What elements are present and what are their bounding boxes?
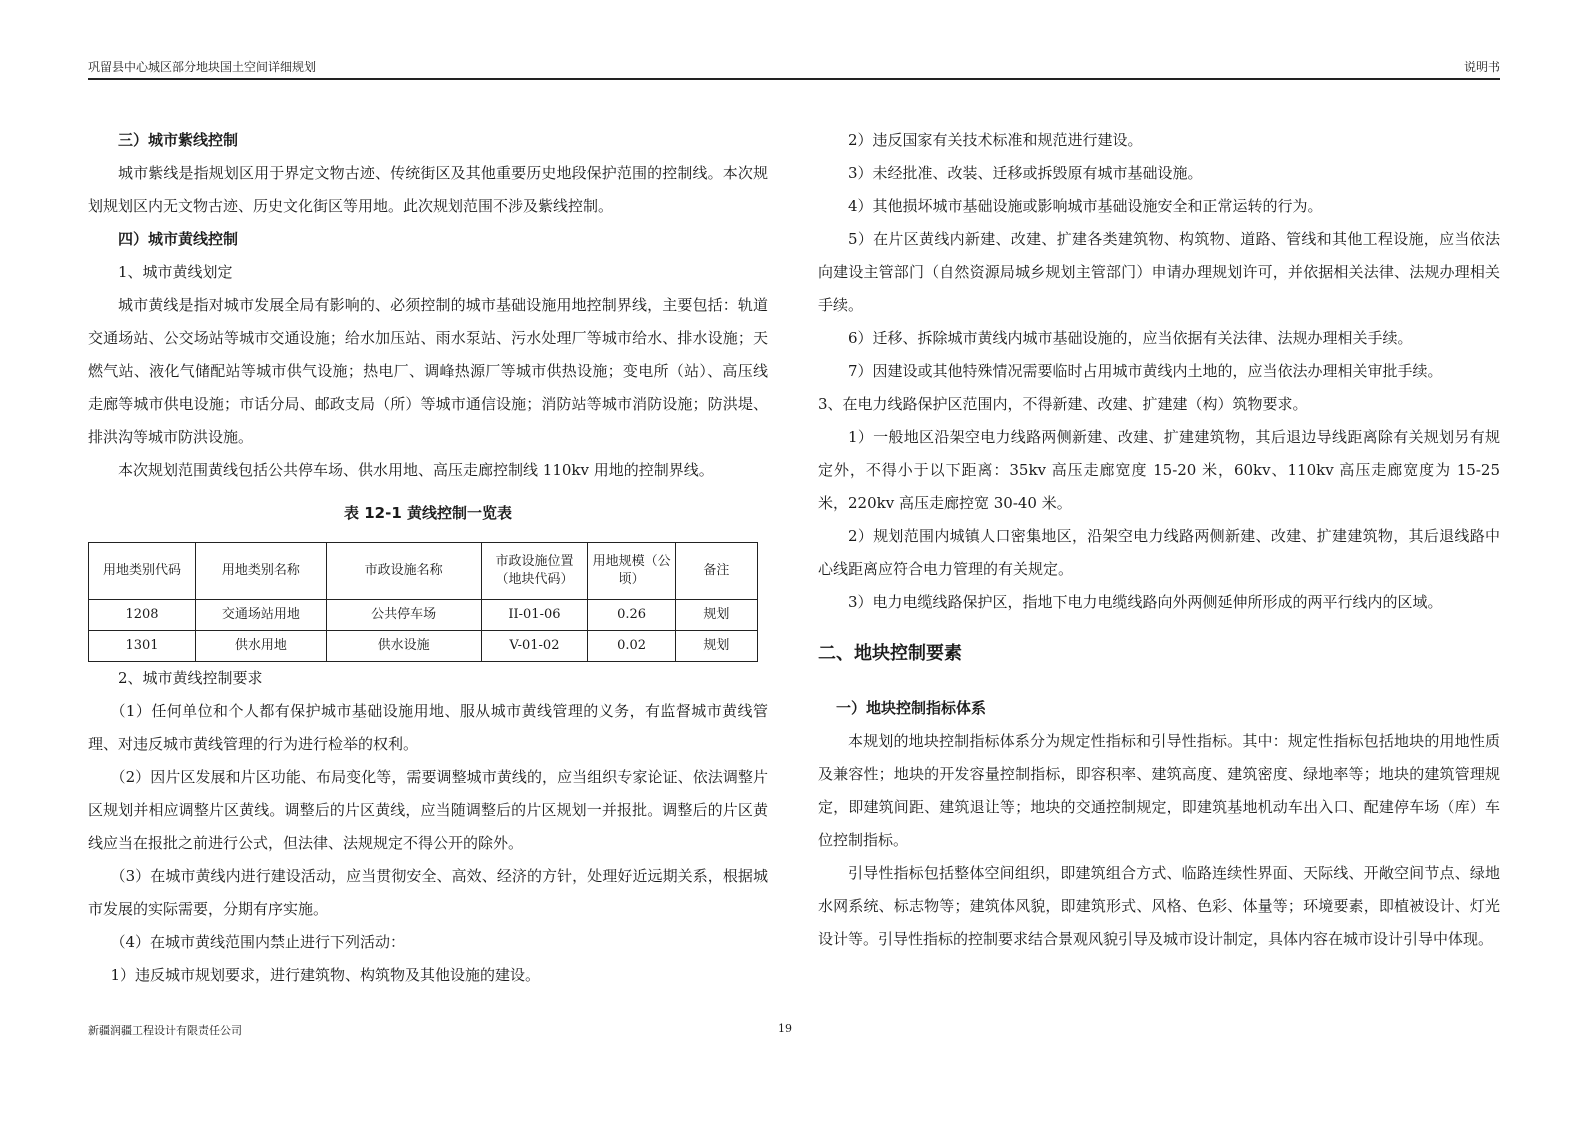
table-cell: 0.02 <box>588 631 675 662</box>
table-row <box>89 600 758 631</box>
table-header-row <box>89 543 758 600</box>
table-cell: 1208 <box>89 600 196 631</box>
table-cell: 规划 <box>675 600 757 631</box>
list-item: 5）在片区黄线内新建、改建、扩建各类建筑物、构筑物、道路、管线和其他工程设施，应当依法向建设主管部门（自然资源局城乡规划主管部门）申请办理规划许可，并依据相关法律、法规办理相关手续。 <box>818 230 1500 314</box>
paragraph: （4）在城市黄线范围内禁止进行下列活动： <box>110 933 406 951</box>
section-heading: 一）地块控制指标体系 <box>836 699 987 717</box>
table-caption: 表 12-1 黄线控制一览表 <box>344 504 512 522</box>
page-header <box>88 58 1500 80</box>
table-cell: 供水用地 <box>196 631 327 662</box>
list-item: 1）违反城市规划要求，进行建筑物、构筑物及其他设施的建设。 <box>110 966 541 984</box>
left-column <box>88 124 768 992</box>
table-cell: 交通场站用地 <box>196 600 327 631</box>
document-type: 说明书 <box>1463 60 1500 74</box>
subsection-heading: 2、城市黄线控制要求 <box>118 669 263 687</box>
paragraph: 引导性指标包括整体空间组织，即建筑组合方式、临路连续性界面、天际线、开敞空间节点、绿地水网系统、标志物等；建筑体风貌，即建筑形式、风格、色彩、体量等；环境要素，即植被设计、灯光设计等。引导性指标的控制要求结合景观风貌引导及城市设计制定，具体内容在城市设计引导中体现。 <box>818 864 1500 948</box>
section-heading-purple-line: 三）城市紫线控制 <box>118 131 239 149</box>
table-row <box>89 631 758 662</box>
list-item: 4）其他损坏城市基础设施或影响城市基础设施安全和正常运转的行为。 <box>848 197 1323 215</box>
list-item: 2）规划范围内城镇人口密集地区，沿架空电力线路两侧新建、改建、扩建建筑物，其后退线路中心线距离应符合电力管理的有关规定。 <box>818 527 1500 578</box>
subsection-heading: 3、在电力线路保护区范围内，不得新建、改建、扩建建（构）筑物要求。 <box>818 395 1308 413</box>
paragraph: （3）在城市黄线内进行建设活动，应当贯彻安全、高效、经济的方针，处理好近远期关系，根据城市发展的实际需要，分期有序实施。 <box>88 867 768 918</box>
table-cell: V-01-02 <box>481 631 588 662</box>
yellow-line-table <box>88 542 758 662</box>
table-header-cell: 用地类别名称 <box>196 543 327 600</box>
paragraph: 本规划的地块控制指标体系分为规定性指标和引导性指标。其中：规定性指标包括地块的用地性质及兼容性；地块的开发容量控制指标，即容积率、建筑高度、建筑密度、绿地率等；地块的建筑管理规定，即建筑间距、建筑退让等；地块的交通控制规定，即建筑基地机动车出入口、配建停车场（库）车位控制指标。 <box>818 732 1500 849</box>
paragraph: （1）任何单位和个人都有保护城市基础设施用地、服从城市黄线管理的义务，有监督城市黄线管理、对违反城市黄线管理的行为进行检举的权利。 <box>88 702 768 753</box>
table-cell: 1301 <box>89 631 196 662</box>
paragraph: 城市黄线是指对城市发展全局有影响的、必须控制的城市基础设施用地控制界线，主要包括：轨道交通场站、公交场站等城市交通设施；给水加压站、雨水泵站、污水处理厂等城市给水、排水设施；天燃气站、液化气储配站等城市供气设施；热电厂、调峰热源厂等城市供热设施；变电所（站）、高压线走廊等城市供电设施；市话分局、邮政支局（所）等城市通信设施；消防站等城市消防设施；防洪堤、排洪沟等城市防洪设施。 <box>88 296 768 446</box>
list-item: 2）违反国家有关技术标准和规范进行建设。 <box>848 131 1143 149</box>
chapter-heading: 二、地块控制要素 <box>818 643 962 664</box>
paragraph: 城市紫线是指规划区用于界定文物古迹、传统街区及其他重要历史地段保护范围的控制线。本次规划规划区内无文物古迹、历史文化街区等用地。此次规划范围不涉及紫线控制。 <box>88 164 768 215</box>
list-item: 7）因建设或其他特殊情况需要临时占用城市黄线内土地的，应当依法办理相关审批手续。 <box>848 362 1443 380</box>
table-header-cell: 市政设施位置（地块代码） <box>481 543 588 600</box>
list-item: 3）电力电缆线路保护区，指地下电力电缆线路向外两侧延伸所形成的两平行线内的区域。 <box>848 593 1443 611</box>
table-header-cell: 用地类别代码 <box>89 543 196 600</box>
right-column <box>818 124 1500 956</box>
table-header-cell: 备注 <box>675 543 757 600</box>
table-cell: II-01-06 <box>481 600 588 631</box>
list-item: 6）迁移、拆除城市黄线内城市基础设施的，应当依据有关法律、法规办理相关手续。 <box>848 329 1413 347</box>
list-item: 3）未经批准、改装、迁移或拆毁原有城市基础设施。 <box>848 164 1203 182</box>
document-title: 巩留县中心城区部分地块国土空间详细规划 <box>88 60 317 74</box>
table-cell: 规划 <box>675 631 757 662</box>
table-header-cell: 用地规模（公顷） <box>588 543 675 600</box>
subsection-heading: 1、城市黄线划定 <box>118 263 233 281</box>
paragraph: （2）因片区发展和片区功能、布局变化等，需要调整城市黄线的，应当组织专家论证、依法调整片区规划并相应调整片区黄线。调整后的片区黄线，应当随调整后的片区规划一并报批。调整后的片区黄线应当在报批之前进行公式，但法律、法规规定不得公开的除外。 <box>88 768 768 852</box>
paragraph: 本次规划范围黄线包括公共停车场、供水用地、高压走廊控制线 110kv 用地的控制界线。 <box>118 461 714 479</box>
table-cell: 供水设施 <box>326 631 481 662</box>
table-cell: 0.26 <box>588 600 675 631</box>
table-header-cell: 市政设施名称 <box>326 543 481 600</box>
list-item: 1）一般地区沿架空电力线路两侧新建、改建、扩建建筑物，其后退边导线距离除有关规划另有规定外，不得小于以下距离：35kv 高压走廊宽度 15-20 米，60kv、110kv 高压走廊宽度为 15-25 米，220kv 高压走廊控宽 30-40 米。 <box>818 428 1500 512</box>
section-heading-yellow-line: 四）城市黄线控制 <box>118 230 239 248</box>
table-cell: 公共停车场 <box>326 600 481 631</box>
page-number: 19 <box>778 1022 792 1035</box>
footer-company: 新疆润疆工程设计有限责任公司 <box>88 1024 242 1037</box>
